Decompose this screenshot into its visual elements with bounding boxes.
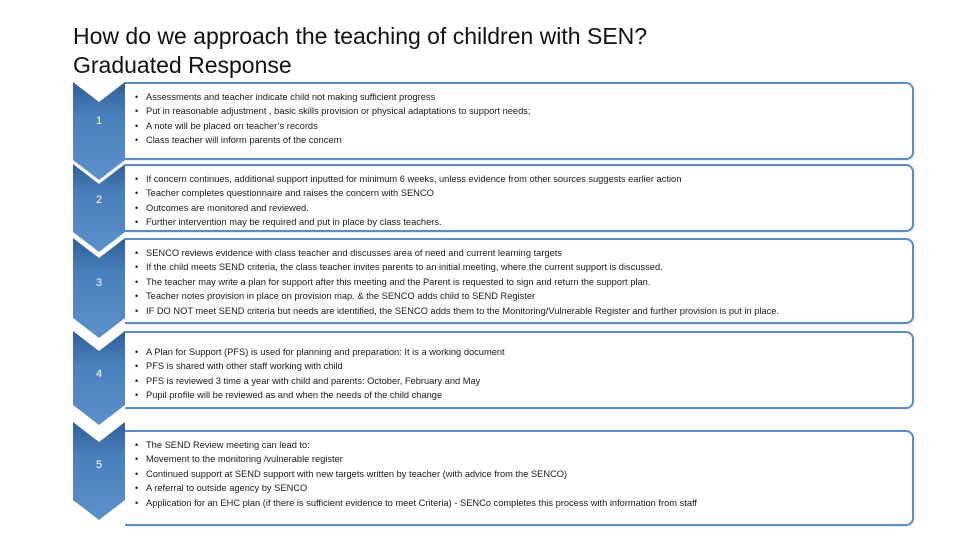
title-line-1: How do we approach the teaching of children with SEN? — [73, 23, 648, 49]
list-item: • Movement to the monitoring /vulnerable register — [135, 452, 697, 466]
list-item: • The teacher may write a plan for support after this meeting and the Parent is requested to sign and return the support plan. — [135, 275, 779, 289]
list-item: • IF DO NOT meet SEND criteria but needs are identified, the SENCO adds them to the Monitoring/Vulnerable Register and further provision is put in place. — [135, 304, 779, 318]
list-item: • PFS is shared with other staff working with child — [135, 359, 505, 373]
list-item: • The SEND Review meeting can lead to: — [135, 438, 697, 452]
step-1-list — [135, 90, 531, 148]
step-3-list — [135, 246, 779, 318]
step-4-list — [135, 345, 505, 403]
step-2-box — [125, 164, 914, 232]
list-item: • Continued support at SEND support with new targets written by teacher (with advice from the SENCO) — [135, 467, 697, 481]
step-5-box — [125, 430, 914, 526]
step-3-box — [125, 238, 914, 324]
step-2-list — [135, 172, 681, 230]
list-item: • Outcomes are monitored and reviewed. — [135, 201, 681, 215]
list-item: • Further intervention may be required and put in place by class teachers. — [135, 215, 681, 229]
list-item: • PFS is reviewed 3 time a year with child and parents: October, February and May — [135, 374, 505, 388]
list-item: • If the child meets SEND criteria, the class teacher invites parents to an initial meeting, where the current support is discussed. — [135, 260, 779, 274]
list-item: • If concern continues, additional support inputted for minimum 6 weeks, unless evidence from other sources suggests earlier action — [135, 172, 681, 186]
title-line-2: Graduated Response — [73, 52, 292, 78]
step-1-chevron — [73, 82, 125, 180]
step-4-box — [125, 331, 914, 409]
list-item: • Teacher notes provision in place on provision map. & the SENCO adds child to SEND Register — [135, 289, 779, 303]
page-title — [73, 22, 893, 80]
list-item: • Application for an EHC plan (if there is sufficient evidence to meet Criteria) - SENCo completes this process with information from staff — [135, 496, 697, 510]
step-5-chevron — [73, 422, 125, 520]
step-5-number: 5 — [95, 459, 103, 471]
list-item: • Put in reasonable adjustment , basic skills provision or physical adaptations to support needs; — [135, 104, 531, 118]
step-5-list — [135, 438, 697, 510]
list-item: • A note will be placed on teacher’s records — [135, 119, 531, 133]
step-1-box — [125, 82, 914, 160]
list-item: • A referral to outside agency by SENCO — [135, 481, 697, 495]
list-item: • Assessments and teacher indicate child not making sufficient progress — [135, 90, 531, 104]
step-3-number: 3 — [95, 277, 103, 289]
step-2-number: 2 — [95, 194, 103, 206]
list-item: • Class teacher will inform parents of the concern — [135, 133, 531, 147]
list-item: • A Plan for Support (PFS) is used for planning and preparation: It is a working document — [135, 345, 505, 359]
step-1-number: 1 — [95, 115, 103, 127]
step-4-number: 4 — [95, 368, 103, 380]
list-item: • Teacher completes questionnaire and raises the concern with SENCO — [135, 186, 681, 200]
list-item: • SENCO reviews evidence with class teacher and discusses area of need and current learning targets — [135, 246, 779, 260]
list-item: • Pupil profile will be reviewed as and when the needs of the child change — [135, 388, 505, 402]
